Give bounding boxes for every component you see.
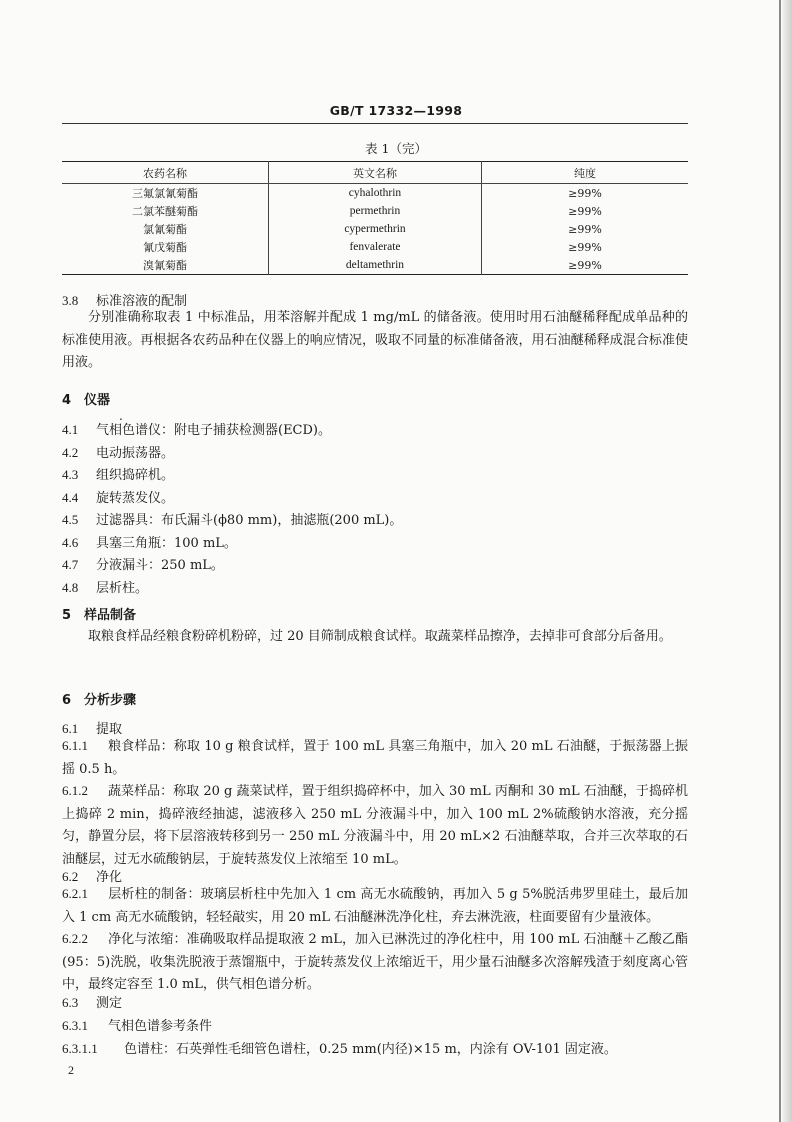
item-text: 组织捣碎机。 [96,468,175,483]
section-number: 6.3.1 [62,1018,88,1033]
pesticide-standards-table [62,161,688,275]
section-6-2-2-paragraph [62,928,688,997]
section-number: 6.2.2 [62,931,88,946]
paragraph-text: 蔬菜样品：称取 20 g 蔬菜试样，置于组织捣碎杯中，加入 30 mL 丙酮和 30 mL 石油醚，于捣碎机上捣碎 2 min，捣碎液经抽滤，滤液移入 250 mL 分液漏斗中，加入 100 mL 2%硫酸钠水溶液，充分摇匀，静置分层，将下层溶液转移到另一 250 mL 分液漏斗中，用 20 mL×2 石油醚萃取，合并三次萃取的石油醚层，过无水硫酸钠层，于旋转蒸发仪上浓缩至 10 mL。 [62,784,688,867]
section-number: 6.3.1.1 [62,1041,98,1056]
item-4-6 [62,532,237,551]
cell-purity: ≥99% [481,238,688,256]
item-number: 4.6 [62,535,79,550]
item-text: 气相色谱仪：附电子捕获检测器(ECD)。 [96,423,332,438]
section-title: 分析步骤 [84,693,137,708]
cell-purity: ≥99% [481,220,688,238]
section-6-3-1-1-line [62,1038,617,1057]
table-title: 表 1（完） [365,141,427,156]
item-4-1 [62,419,331,438]
item-text: 层析柱。 [96,581,149,596]
item-number: 4.8 [62,580,79,595]
item-4-2 [62,442,174,461]
cell-english: cypermethrin [269,220,482,238]
col-header-english: 英文名称 [269,162,482,184]
col-header-name: 农药名称 [62,162,269,184]
section-number: 4 [62,393,72,408]
section-title: 标准溶液的配制 [96,294,188,309]
table-row [62,256,688,275]
section-number: 6.1.1 [62,738,88,753]
section-title: 净化 [96,870,123,885]
item-4-8 [62,577,148,596]
section-title: 测定 [96,996,123,1011]
item-4-4 [62,487,174,506]
paragraph-text: 层析柱的制备：玻璃层析柱中先加入 1 cm 高无水硫酸钠，再加入 5 g 5%脱活弗罗里硅土，最后加入 1 cm 高无水硫酸钠，轻轻敲实，用 20 mL 石油醚淋洗净化柱，弃去淋洗液，柱面要留有少量液体。 [62,887,688,925]
section-number: 6.2.1 [62,886,88,901]
section-6-2-1-paragraph [62,883,688,929]
table-row [62,220,688,238]
cell-name: 溴氰菊酯 [143,259,188,272]
section-number: 3.8 [62,293,79,308]
paragraph-text: 色谱柱：石英弹性毛细管色谱柱，0.25 mm(内径)×15 m，内涂有 OV-101 固定液。 [124,1042,617,1057]
paragraph-text: 净化与浓缩：准确吸取样品提取液 2 mL，加入已淋洗过的净化柱中，用 100 mL 石油醚＋乙酸乙酯(95：5)洗脱，收集洗脱液于蒸馏瓶中，于旋转蒸发仪上浓缩近干，用少量石油醚多次溶解残渣于刻度离心管中，最终定容至 1.0 mL，供气相色谱分析。 [62,932,688,992]
item-4-7 [62,554,224,573]
table-row [62,238,688,256]
section-6-heading [62,689,136,708]
section-title: 气相色谱参考条件 [108,1019,213,1034]
standard-header: GB/T 17332—1998 [329,103,463,118]
section-number: 6.1.2 [62,783,88,798]
item-text: 电动振荡器。 [96,446,175,461]
item-number: 4.1 [62,422,79,437]
section-number: 6.2 [62,869,79,884]
cell-name: 二氯苯醚菊酯 [132,205,199,218]
section-5-paragraph: 取粮食样品经粮食粉碎机粉碎，过 20 目筛制成粮食试样。取蔬菜样品擦净，去掉非可食部分后备用。 [88,629,672,644]
section-number: 6.3 [62,995,79,1010]
section-title: 提取 [96,722,123,737]
item-number: 4.4 [62,490,79,505]
item-4-5 [62,509,402,528]
section-6-1-1-paragraph [62,735,688,781]
section-4-heading [62,389,110,408]
cell-name: 三氟氯氰菊酯 [132,187,199,200]
cell-purity: ≥99% [481,202,688,220]
cell-english: deltamethrin [269,256,482,275]
section-6-1-2-paragraph [62,780,688,871]
col-header-purity: 纯度 [481,162,688,184]
item-text: 旋转蒸发仪。 [96,491,175,506]
stray-mark: . [119,409,123,423]
section-title: 样品制备 [84,608,137,623]
scan-page-edge [782,0,792,1122]
item-number: 4.5 [62,512,79,527]
section-title: 仪器 [84,393,111,408]
cell-english: cyhalothrin [269,184,482,203]
cell-name: 氯氰菊酯 [143,223,188,236]
section-number: 6 [62,693,72,708]
cell-purity: ≥99% [481,256,688,275]
item-text: 分液漏斗：250 mL。 [96,558,224,573]
table-row [62,184,688,203]
cell-purity: ≥99% [481,184,688,203]
section-6-3-1-heading [62,1015,212,1034]
header-rule [62,123,688,124]
section-3-8-paragraph: 分别准确称取表 1 中标准品，用苯溶解并配成 1 mg/mL 的储备液。使用时用石油醚稀释配成单品种的标准使用液。再根据各农药品种在仪器上的响应情况，吸取不同量的标准储备液，用石油醚稀释成混合标准使用液。 [62,310,688,370]
item-number: 4.2 [62,445,79,460]
scan-edge-line [779,0,781,1122]
section-5-heading [62,604,136,623]
item-text: 具塞三角瓶：100 mL。 [96,536,237,551]
item-text: 过滤器具：布氏漏斗(ϕ80 mm)，抽滤瓶(200 mL)。 [96,513,403,528]
paragraph-text: 粮食样品：称取 10 g 粮食试样，置于 100 mL 具塞三角瓶中，加入 20 mL 石油醚，于振荡器上振摇 0.5 h。 [62,739,688,777]
page-number: 2 [68,1063,74,1077]
section-number: 6.1 [62,721,79,736]
section-6-3-heading [62,992,122,1011]
cell-name: 氰戊菊酯 [143,241,188,254]
item-number: 4.7 [62,557,79,572]
cell-english: permethrin [269,202,482,220]
item-number: 4.3 [62,467,79,482]
section-number: 5 [62,608,72,623]
item-4-3 [62,464,174,483]
table-row [62,202,688,220]
table-header-row [62,162,688,184]
cell-english: fenvalerate [269,238,482,256]
